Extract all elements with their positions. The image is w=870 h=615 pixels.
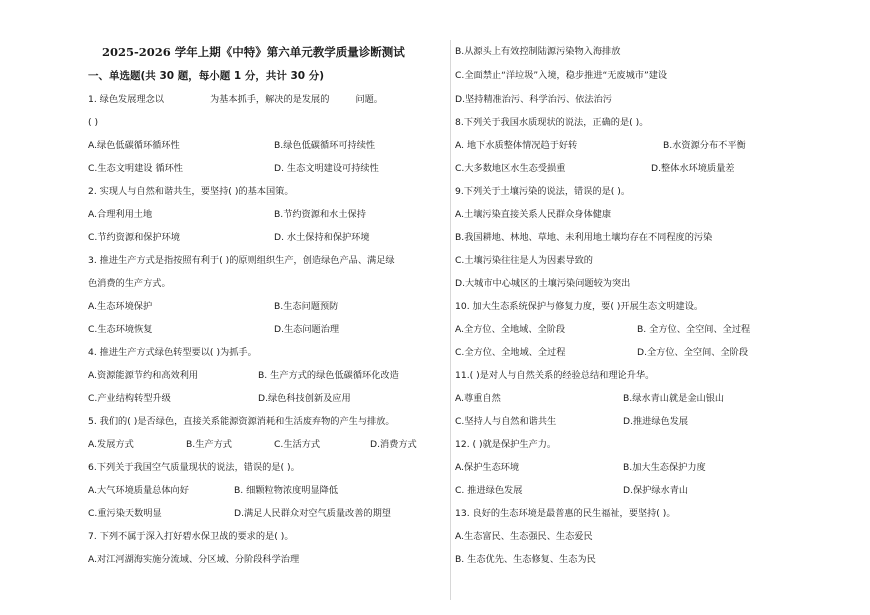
q5-option-a: A.发展方式 [88, 439, 134, 450]
q11-option-c: C.坚持人与自然和谐共生 [455, 416, 557, 427]
section-header: 一、单选题(共 30 题，每小题 1 分，共计 30 分) [88, 70, 325, 82]
q9-option-b: B.我国耕地、林地、草地、未利用地土壤均存在不同程度的污染 [455, 232, 713, 243]
q12-option-a: A.保护生态环境 [455, 462, 520, 473]
q11-option-a: A.尊重自然 [455, 393, 501, 404]
q2-option-b: B.节约资源和水土保持 [274, 209, 366, 220]
question-5: 5. 我们的( )是否绿色，直接关系能源资源消耗和生活废弃物的产生与排放。 [88, 416, 395, 427]
q12-option-c: C. 推进绿色发展 [455, 485, 523, 496]
q11-option-b: B.绿水青山就是金山银山 [623, 393, 725, 404]
q4-option-c: C.产业结构转型升级 [88, 393, 171, 404]
question-3-line1: 3. 推进生产方式是指按照有利于( )的原则组织生产，创造绿色产品、满足绿 [88, 255, 395, 266]
q7-option-b: B.从源头上有效控制陆源污染物入海排放 [455, 46, 621, 57]
q7-option-d: D.坚持精准治污、科学治污、依法治污 [455, 94, 612, 105]
q6-option-b: B. 细颗粒物浓度明显降低 [234, 485, 339, 496]
question-10: 10. 加大生态系统保护与修复力度，要( )开展生态文明建设。 [455, 301, 704, 312]
question-8: 8.下列关于我国水质现状的说法，正确的是( )。 [455, 117, 649, 128]
q10-option-b: B. 全方位、全空间、全过程 [637, 324, 751, 335]
q4-option-d: D.绿色科技创新及应用 [258, 393, 351, 404]
question-3-line2: 色消费的生产方式。 [88, 278, 171, 289]
question-7: 7. 下列不属于深入打好碧水保卫战的要求的是( )。 [88, 531, 294, 542]
q8-option-c: C.大多数地区水生态受损重 [455, 163, 566, 174]
question-1 [88, 94, 383, 106]
q5-option-d: D.消费方式 [370, 439, 417, 450]
q4-option-b: B. 生产方式的绿色低碳循环化改造 [258, 370, 399, 381]
q12-option-b: B.加大生态保护力度 [623, 462, 706, 473]
q9-option-a: A.土壤污染直接关系人民群众身体健康 [455, 209, 612, 220]
q8-option-b: B.水资源分布不平衡 [663, 140, 746, 151]
q9-option-d: D.大城市中心城区的土壤污染问题较为突出 [455, 278, 631, 289]
q7-option-c: C.全面禁止“洋垃圾”入境，稳步推进“无废城市”建设 [455, 70, 668, 81]
q5-option-c: C.生活方式 [274, 439, 321, 450]
q3-option-a: A.生态环境保护 [88, 301, 153, 312]
q1-part2: 为基本抓手，解决的是发展的 [210, 94, 330, 105]
question-4: 4. 推进生产方式绿色转型要以( )为抓手。 [88, 347, 257, 358]
q2-option-d: D. 水土保持和保护环境 [274, 232, 370, 243]
q8-option-d: D.整体水环境质量差 [651, 163, 735, 174]
q3-option-b: B.生态问题预防 [274, 301, 339, 312]
q6-option-c: C.重污染天数明显 [88, 508, 162, 519]
q7-option-a: A.对江河湖海实施分流域、分区域、分阶段科学治理 [88, 554, 300, 565]
question-9: 9.下列关于土壤污染的说法，错误的是( )。 [455, 186, 631, 197]
exam-title: 2025-2026 学年上期《中特》第六单元教学质量诊断测试 [102, 45, 405, 59]
q11-option-d: D.推进绿色发展 [623, 416, 689, 427]
q6-option-d: D.满足人民群众对空气质量改善的期望 [234, 508, 391, 519]
question-2: 2. 实现人与自然和谐共生，要坚持( )的基本国策。 [88, 186, 294, 197]
question-13: 13. 良好的生态环境是最普惠的民生福祉，要坚持( )。 [455, 508, 676, 519]
q1-part3: 问题。 [355, 94, 383, 105]
column-divider [450, 40, 451, 600]
q8-option-a: A. 地下水质整体情况趋于好转 [455, 140, 578, 151]
q3-option-d: D.生态问题治理 [274, 324, 340, 335]
q10-option-c: C.全方位、全地域、全过程 [455, 347, 566, 358]
question-6: 6.下列关于我国空气质量现状的说法，错误的是( )。 [88, 462, 300, 473]
q1-answer-paren: ( ) [88, 117, 99, 128]
q1-option-b: B.绿色低碳循环可持续性 [274, 140, 376, 151]
q1-part1: 1. 绿色发展理念以 [88, 94, 164, 105]
q13-option-b: B. 生态优先、生态修复、生态为民 [455, 554, 596, 565]
q9-option-c: C.土壤污染往往是人为因素导致的 [455, 255, 593, 266]
q3-option-c: C.生态环境恢复 [88, 324, 153, 335]
q10-option-d: D.全方位、全空间、全阶段 [637, 347, 749, 358]
q1-option-a: A.绿色低碳循环循环性 [88, 140, 180, 151]
q10-option-a: A.全方位、全地域、全阶段 [455, 324, 566, 335]
question-11: 11.( )是对人与自然关系的经验总结和理论升华。 [455, 370, 655, 381]
q1-option-d: D. 生态文明建设可持续性 [274, 163, 379, 174]
q13-option-a: A.生态富民、生态强民、生态爱民 [455, 531, 593, 542]
q12-option-d: D.保护绿水青山 [623, 485, 689, 496]
q6-option-a: A.大气环境质量总体向好 [88, 485, 189, 496]
q4-option-a: A.资源能源节约和高效利用 [88, 370, 199, 381]
q2-option-c: C.节约资源和保护环境 [88, 232, 181, 243]
q1-option-c: C.生态文明建设 循环性 [88, 163, 183, 174]
q2-option-a: A.合理利用土地 [88, 209, 153, 220]
q5-option-b: B.生产方式 [186, 439, 232, 450]
question-12: 12. ( )就是保护生产力。 [455, 439, 557, 450]
